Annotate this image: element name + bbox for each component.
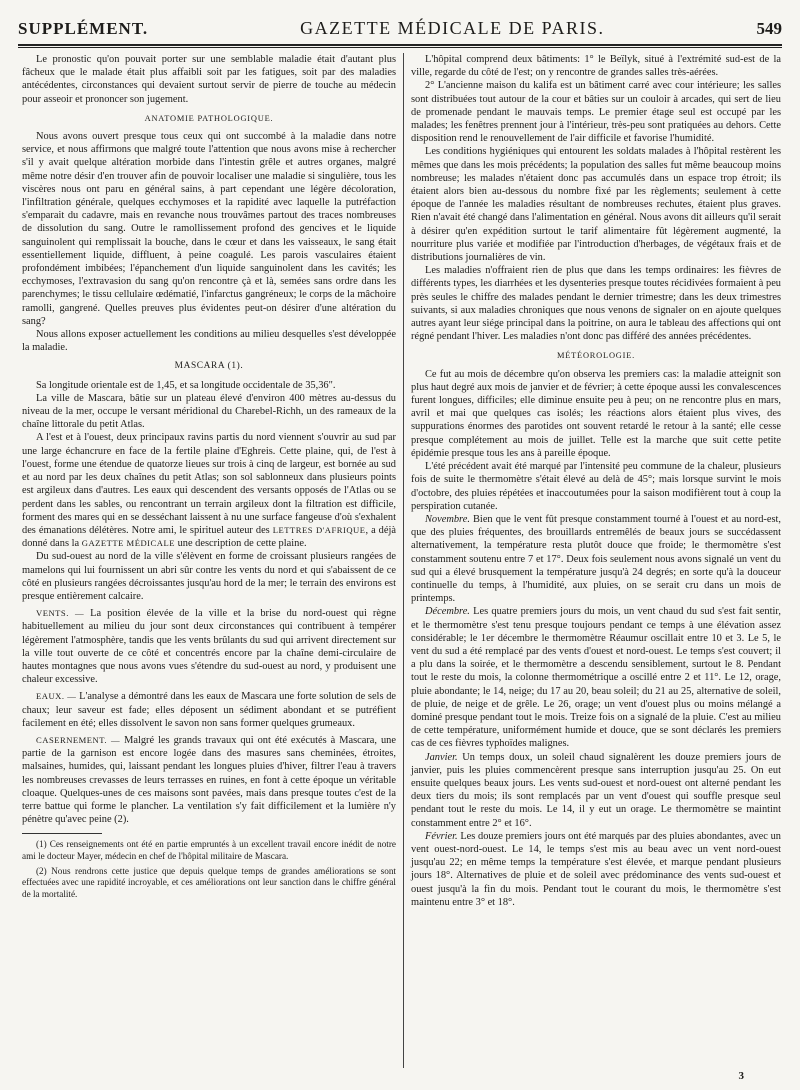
footer-page-number: 3 bbox=[738, 1070, 744, 1082]
header-rule-thin bbox=[18, 47, 782, 48]
left-column bbox=[22, 53, 396, 900]
mascara-p3-end: une description de cette plaine. bbox=[177, 538, 307, 550]
section-title-meteorologie: MÉTÉOROLOGIE. bbox=[556, 351, 636, 361]
vents-text: La position élevée de la ville et la brise du nord-ouest qui règne habituellement au milieu du jour sont deux circonstances qui contribuent à tempérer légèrement l'atmosphère, tandis que les vents brûlants du sud qui arrivent directement sur la ville tout ouverte de ce côté et concentrés encore par la chaîne demi-circulaire de hautes montagnes que nous avons vues s'étendre du sud-ouest au nord, y produisent une chaleur excessive. bbox=[22, 608, 396, 686]
hopital-paragraph-4: Les maladies n'offraient rien de plus que dans les temps ordinaires: les fièvres de différents types, les diarrhées et les dysenteries presque toutes récidivées formaient à peu près seules le chiffre des malades pendant le dernier trimestre; dans les deux trimestres suivants, si aux maladies chroniques que nous venons de signaler on en ajoute quelques autres ayant leur siége principal dans la poitrine, on aura le tableau des affections qui ont régné pendant l'hiver. Les maladies n'ont donc pas différé des années précédentes. bbox=[411, 265, 781, 343]
eaux-paragraph bbox=[22, 690, 396, 730]
mascara-paragraph-1: Sa longitude orientale est de 1,45, et sa longitude occidentale de 35,36". bbox=[36, 379, 336, 391]
casernement-paragraph bbox=[22, 734, 396, 826]
fevrier-paragraph bbox=[411, 830, 781, 909]
mascara-paragraph-2: La ville de Mascara, bâtie sur un plateau élevé d'environ 400 mètres au-dessus du niveau de la mer, occupe le versant méridional du Charebel-Richh, un des rameaux de la chaîne littorale du petit Atlas. bbox=[22, 392, 396, 431]
vents-label: VENTS. — bbox=[36, 608, 85, 619]
vents-paragraph bbox=[22, 607, 396, 686]
column-divider bbox=[403, 53, 404, 1068]
header-page-number: 549 bbox=[756, 19, 782, 38]
anatomie-paragraph-1: Nous avons ouvert presque tous ceux qui ont succombé à la maladie dans notre service, et nous affirmons que malgré toute l'attention que nous avons mise à rechercher s'il y avait quelque altération morbide dans l'intestin grêle et autres organes, malgré même notre désir d'en trouver afin de pouvoir localiser une maladie si singulière, tous les viscères nous ont paru en général sains, à part cependant une légère décoloration, l'infiltration générale, quelques ecchymoses et la rapidité avec laquelle la putréfaction s'emparait du cadavre, mais en revanche nous trouvâmes partout des traces nombreuses de dissolution du sang. Outre le ramollissement profond des gencives et le liquide sanguinolent qui remplissait la bouche, dans le cœur et dans les vaisseaux, le sang était essentiellement liquide, diffluent, à peine coagulé. Les parois vasculaires étaient profondément imbibées; l'épanchement d'un liquide sanguinolent dans les cavités; les ecchymoses, l'extravasion du sang qu'on rencontre çà et là, semées sans ordre dans les parenchymes; le tissu cellulaire œdématié, l'infarctus gangréneux; le corps de la mâchoire ramolli, gangrené. Quelles preuves plus évidentes peut-on désirer d'une altération du sang? bbox=[22, 131, 396, 327]
casernement-text: Malgré les grands travaux qui ont été exécutés à Mascara, une partie de la garnison est encore logée dans des masures sans cheminées, étroites, malsaines, humides, qui, laissant pendant les longues pluies d'hiver, filtrer l'eau à travers les nombreuses crevasses de leurs terrasses en ruines, en font à cette époque un véritable cloaque. Quelques-unes de ces maisons sont pavées, mais dans presque toutes c'est de la terre battue qui forme le plancher. La ventilation s'y fait difficilement et la lumière n'y pénètre qu'avec peine (2). bbox=[22, 734, 396, 826]
mascara-paragraph-4: Du sud-ouest au nord de la ville s'élèvent en forme de croissant plusieurs rangées de mamelons qui lui fournissent un abri sûr contre les vents du nord et qui s'abaissent de ce côté en plusieurs rangées décroissantes jusqu'au hord de la mer; le terrain des environs est presque entièrement calcaire. bbox=[22, 551, 396, 602]
janvier-paragraph bbox=[411, 751, 781, 830]
section-title-mascara: MASCARA (1). bbox=[174, 361, 244, 372]
decembre-paragraph bbox=[411, 605, 781, 750]
novembre-label: Novembre. bbox=[425, 513, 470, 525]
page-header bbox=[18, 18, 782, 42]
fevrier-text: Les douze premiers jours ont été marqués par des pluies abondantes, avec un vent ouest-nord-ouest. Le 14, le temps s'est mis au beau avec un vent nord-ouest jusqu'au 22; en même temps la température s'est élevée, et marque pendant plusieurs jours 18°. Alternatives de pluie et de soleil avec prédominance des vents sud-ouest et ouest jusqu'à la fin du mois. Pendant tout le courant du mois, le thermomètre s'est maintenu entre 3° et 18°. bbox=[411, 830, 782, 908]
janvier-text: Un temps doux, un soleil chaud signalèrent les douze premiers jours de janvier, puis les pluies commencèrent presque sans interruption jusqu'au 25. On eut ensuite quelques beaux jours. Les vents sud-ouest et nord-ouest ont alterné pendant les deux tiers du mois; ils sont remplacés par un vent d'ouest qui souffle presque seul pendant tout le reste du mois. Le 14, il y eut un orage. Le thermomètre se maintint constamment entre 2° et 16°. bbox=[411, 751, 782, 829]
mascara-p3-mid: , a déjà donné dans la bbox=[22, 524, 396, 550]
right-column bbox=[411, 53, 781, 909]
footnote-2: (2) Nous rendrons cette justice que depuis quelque temps de grandes améliorations se sont effectuées avec une rapidité incroyable, et ces améliorations ont leur sanction dans le chiffre général de la mortalité. bbox=[22, 865, 396, 899]
meteo-paragraph-1: Ce fut au mois de décembre qu'on observa les premiers cas: la maladie atteignit son plus haut degré aux mois de janvier et de février; à cette époque aussi les convalescences furent longues, difficiles; elle diminue ensuite peu à peu; on ne rencontre plus en mars, avril et mai que quelques cas isolés; les réactions alors étaient plus vives, des suppurations énormes des parotides ont souvent retardé le retour à la santé; elle cesse presque complétement au mois de juillet. Telle est la marche que suit cette petite épidémie presque tous les ans à pareille époque. bbox=[411, 368, 781, 459]
casernement-label: CASERNEMENT. — bbox=[36, 734, 121, 745]
header-rule bbox=[18, 44, 782, 46]
footnote-1: (1) Ces renseignements ont été en partie empruntés à un excellent travail encore inédit de notre ami le docteur Mayer, médecin en chef de l'hôpital militaire de Mascara. bbox=[22, 839, 396, 861]
novembre-paragraph bbox=[411, 513, 781, 605]
janvier-label: Janvier. bbox=[425, 751, 458, 763]
footnote-rule bbox=[22, 833, 102, 834]
eaux-label: EAUX. — bbox=[36, 691, 77, 702]
decembre-text: Les quatre premiers jours du mois, un vent chaud du sud s'est fait sentir, et le thermomètre s'est tenu presque toujours pendant ce temps à une élévation assez considérable; le 1er décembre le thermomètre Réaumur oscillait entre 10 et 3. Le 5, le vent du sud a été remplacé par des vents d'ouest et nord-ouest. Le temps s'est couvert; il a plu dans la soirée, et le thermomètre a descendu sensiblement, surtout le 8. Pendant tout le reste du mois, la colonne thermométrique a oscillé entre 2 et 11°. Le 12, orage, pluie abondante; le 14, neige; du 17 au 20, beau soleil; du 21 au 25, alternative de soleil, de pluie, de neige et de grêle. Le 26, orage; un vent d'ouest plus ou moins mélangé a dominé presque pendant tout le mois. Treize fois on a signalé de la pluie. C'est au milieu de cette température, uniformément humide et douce, que se sont déclarés les premiers cas de ces fièvres typhoïdes malignes. bbox=[411, 606, 781, 750]
eaux-text: L'analyse a démontré dans les eaux de Mascara une forte solution de sels de chaux; leur saveur est fade; elles déposent un sédiment abondant et se putréfient facilement en été; elles dissolvent le savon non sans former quelques grumeaux. bbox=[22, 691, 397, 729]
header-supplement: SUPPLÉMENT. bbox=[18, 19, 149, 38]
novembre-text: Bien que le vent fût presque constamment tourné à l'ouest et au nord-est, que des pluies fréquentes, des brouillards entremêlés de beaux jours se succédassent alternativement, la température resta plutôt douce que froide; le thermomètre s'est constamment soutenu entre 7 et 17°. Deux fois seulement nous avons signalé un vent du sud qui a élevé brusquement la température jusqu'à 24 degrés; en sorte qu'à la douceur continuelle du temps, à l'humidité, aux pluies, on se serait cru dans un mois de printemps. bbox=[411, 513, 781, 605]
decembre-label: Décembre. bbox=[425, 606, 470, 618]
hopital-paragraph-2: 2° L'ancienne maison du kalifa est un bâtiment carré avec cour intérieure; les salles sont distribuées tout autour de la cour et bâties sur un couloir à arcades, qui sert de lieu de promenade pendant le mauvais temps. Le premier étage seul est occupé par les malades; les fenêtres prennent jour à l'intérieur, très-peu sont pratiquées au dehors. Cette disposition rend le renouvellement de l'air difficile et favorise l'humidité. bbox=[411, 80, 781, 145]
hopital-paragraph-1: L'hôpital comprend deux bâtiments: 1° le Beïlyk, situé à l'extrémité sud-est de la ville, regarde du côté de l'est; on y rencontre de grandes salles très-aérées. bbox=[411, 54, 781, 79]
mascara-p3-text: A l'est et à l'ouest, deux principaux ravins partis du nord viennent s'ouvrir au sud par une large échancrure en face de la fertile plaine d'Eghreis. Cette plaine, qui, de l'est à l'ouest, forme une étendue de quatorze lieues sur trois à cinq de largeur, est bornée au sud et au nord par les deux chaînes du petit Atlas; son sol sablonneux dans plusieurs points est argileux dans d'autres. Les eaux qui descendent des versants opposés de l'Atlas ou se perdent dans les sables, ou rencontrant un terrain argileux dont la filtration est difficile, forment des mares qui en se desséchant laissent à nu une surface fangeuse d'où s'exhalent des émanations délétères. Notre ami, le spirituel auteur des bbox=[22, 432, 396, 536]
fevrier-label: Février. bbox=[425, 830, 458, 842]
mascara-paragraph-3 bbox=[22, 431, 396, 550]
hopital-paragraph-3: Les conditions hygiéniques qui entourent les soldats malades à l'hôpital restèrent les mêmes que dans les mois précédents; la population des salles fut même beaucoup moins nombreuse; les malades n'étaient donc pas accumulés dans un espace trop étroit; ils étaient alors bien au-dessous du nombre fixé par les règlements; seulement à cette époque de l'année les maladies résultant de nombreuses rechutes, étaient plus graves. Rien n'avait été changé dans l'alimentation en général. Nous avons dit ailleurs qu'il serait à désirer qu'en expédition surtout le tarif alimentaire fût légèrement augmenté, la nourriture plus variée et modifiée par l'introduction d'herbages, de végétaux frais et de distributions journalières de vin. bbox=[411, 146, 781, 264]
section-title-anatomie: ANATOMIE PATHOLOGIQUE. bbox=[144, 113, 274, 123]
gazette-medicale-title: GAZETTE MÉDICALE bbox=[81, 538, 175, 549]
header-title: GAZETTE MÉDICALE DE PARIS. bbox=[300, 18, 605, 38]
anatomie-paragraph-2: Nous allons exposer actuellement les conditions au milieu desquelles s'est développée la maladie. bbox=[22, 329, 396, 354]
meteo-paragraph-2: L'été précédent avait été marqué par l'intensité peu commune de la chaleur, plusieurs fois de suite le thermomètre s'était élevé au delà de 45°; mais lorsque survint le mois d'octobre, des pluies répétées et inaccoutumées pour la saison modifièrent tout à coup la perspiration cutanée. bbox=[411, 461, 781, 512]
intro-paragraph: Le pronostic qu'on pouvait porter sur une semblable maladie était d'autant plus fâcheux que le malade était plus affaibli soit par les fatigues, soit par des maladies antécédentes, circonstances qui devaient surtout servir de pierre de touche au médecin pour asseoir et prononcer son jugement. bbox=[22, 54, 396, 105]
lettres-afrique-title: LETTRES D'AFRIQUE bbox=[272, 524, 366, 535]
